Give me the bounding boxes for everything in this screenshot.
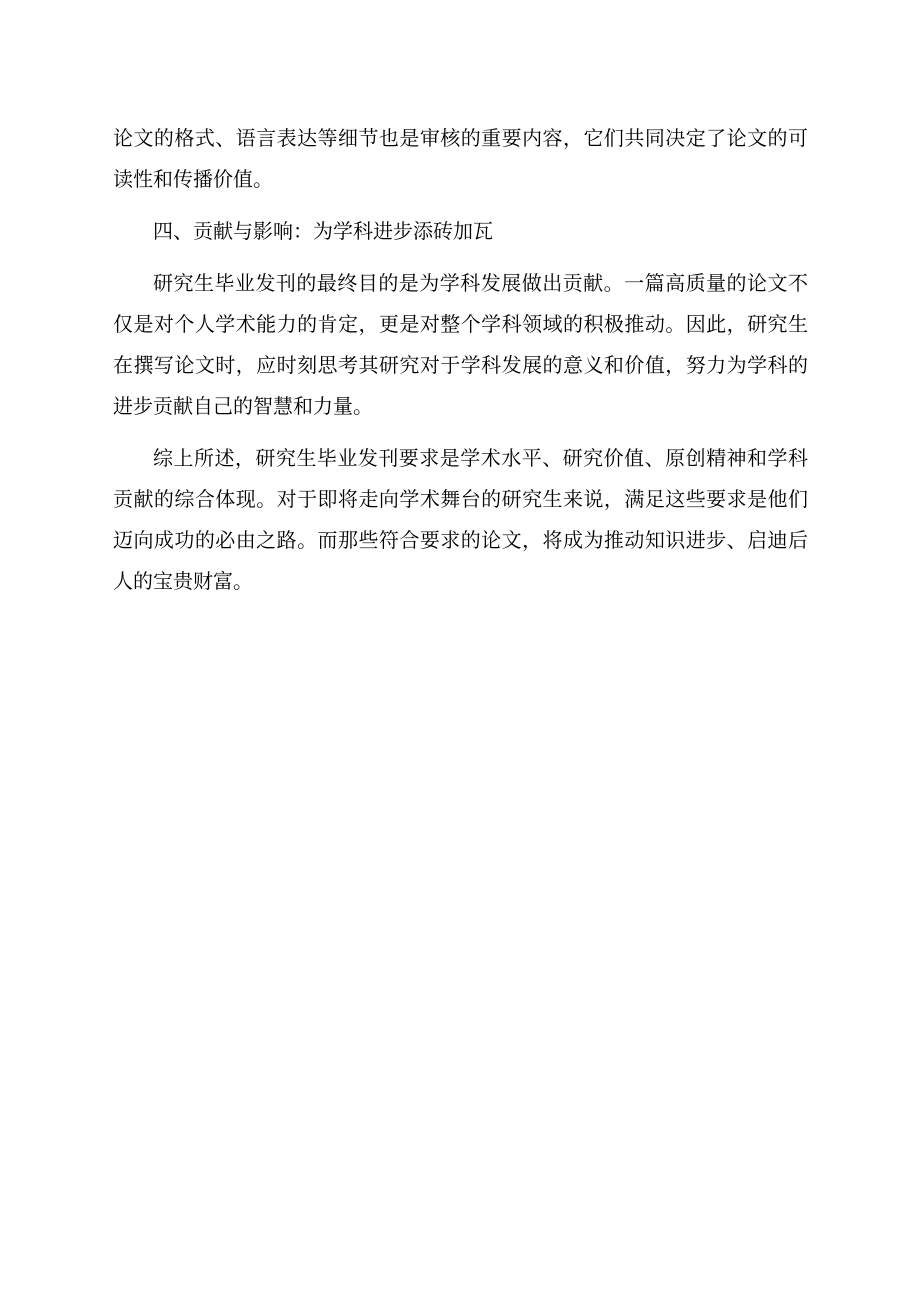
paragraph-continuation: 论文的格式、语言表达等细节也是审核的重要内容，它们共同决定了论文的可读性和传播价值。 xyxy=(113,126,808,191)
paragraph-conclusion: 综上所述，研究生毕业发刊要求是学术水平、研究价值、原创精神和学科贡献的综合体现。对于即将走向学术舞台的研究生来说，满足这些要求是他们迈向成功的必由之路。而那些符合要求的论文，将成为推动知识进步、启迪后人的宝贵财富。 xyxy=(113,446,808,593)
document-body xyxy=(113,118,808,613)
paragraph-contribution: 研究生毕业发刊的最终目的是为学科发展做出贡献。一篇高质量的论文不仅是对个人学术能力的肯定，更是对整个学科领域的积极推动。因此，研究生在撰写论文时，应时刻思考其研究对于学科发展的意义和价值，努力为学科的进步贡献自己的智慧和力量。 xyxy=(113,271,808,418)
section-heading: 四、贡献与影响：为学科进步添砖加瓦 xyxy=(153,219,493,243)
